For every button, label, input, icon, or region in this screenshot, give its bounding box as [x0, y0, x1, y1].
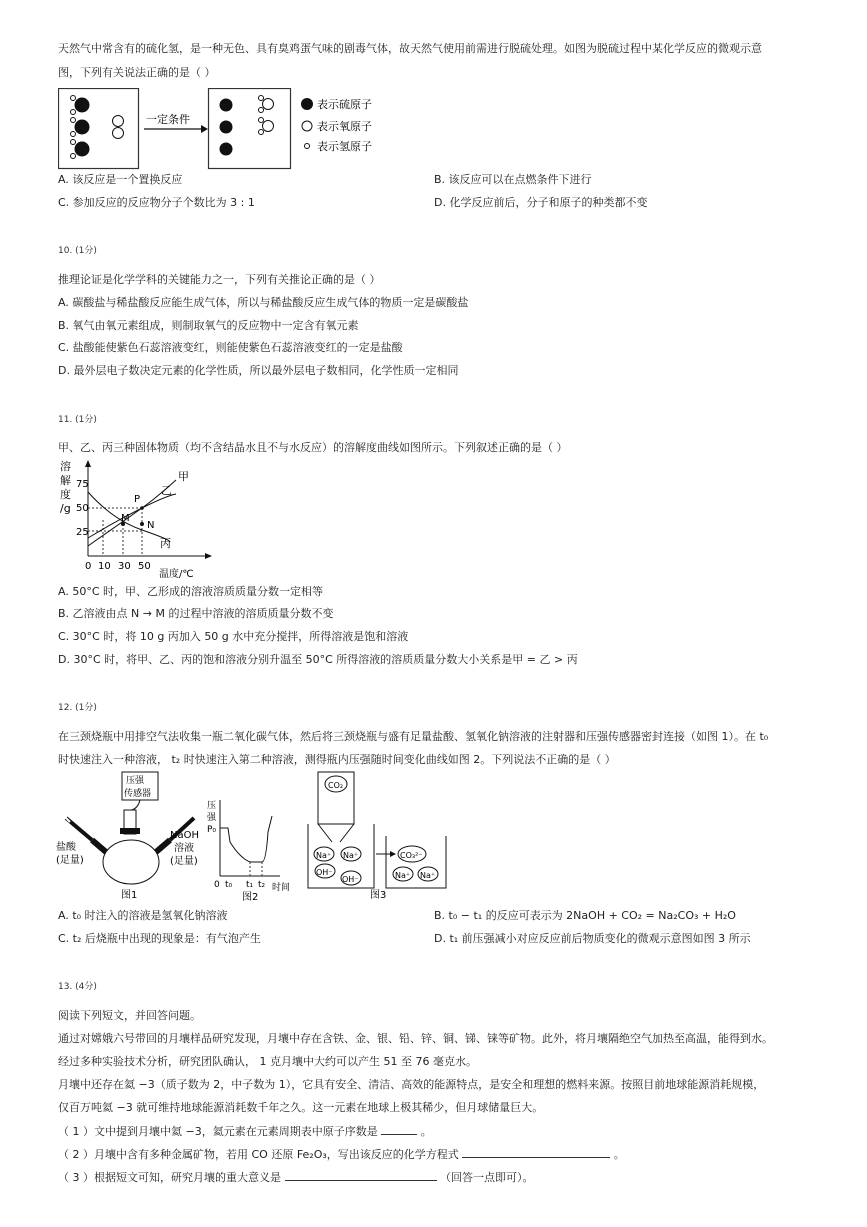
xtick-30: 30 [118, 561, 131, 572]
ion-na-1: Na⁺ [316, 851, 332, 860]
q9-stem-line2: 图，下列有关说法正确的是（ ） [58, 66, 216, 79]
label-jia: 甲 [178, 470, 189, 483]
point-n [140, 522, 144, 526]
q13-sub1-answer-blank[interactable] [381, 1124, 417, 1135]
q13-sub1-end: 。 [420, 1125, 432, 1138]
q10-option-d[interactable]: D. 最外层电子数决定元素的化学性质，所以最外层电子数相同，化学性质一定相同 [58, 364, 459, 377]
q13-line-3: 经过多种实验技术分析，研究团队确认， 1 克月壤中大约可以产生 51 至 76 毫克水。 [58, 1055, 477, 1068]
xtick-0: 0 [85, 561, 92, 572]
left-syringe-label-2: (足量) [56, 855, 84, 866]
fig3-microscopic [304, 770, 454, 902]
point-p [140, 506, 144, 510]
left-syringe-label-1: 盐酸 [56, 842, 76, 853]
right-syringe-label-2: 溶液 [174, 843, 194, 854]
label-yi: 乙 [161, 484, 172, 497]
right-syringe-label-3: (足量) [170, 856, 198, 867]
q13-sub1-text: （ 1 ）文中提到月壤中氦 −3，氦元素在元素周期表中原子序数是 [58, 1125, 378, 1138]
fig2-xlabel: 时间 [272, 883, 291, 893]
legend-oxygen: 表示氧原子 [317, 120, 372, 133]
ytick-50: 50 [76, 503, 89, 514]
ylabel-3: 度 [60, 488, 71, 501]
q13-line-4: 月壤中还存在氦 −3（质子数为 2，中子数为 1），它具有安全、清洁、高效的能源特点，是安全和理想的燃料来源。按照目前地球能源消耗规模， [58, 1078, 765, 1091]
q11-option-d[interactable]: D. 30°C 时，将甲、乙、丙的饱和溶液分别升温至 50°C 所得溶液的溶质质量分数大小关系是甲 = 乙 > 丙 [58, 653, 578, 666]
co2-label: CO₂ [328, 781, 344, 790]
ion-na-4: Na⁺ [420, 871, 436, 880]
q11-option-b[interactable]: B. 乙溶液由点 N → M 的过程中溶液的溶质质量分数不变 [58, 607, 334, 620]
q13-sub2 [58, 1147, 625, 1162]
fig2-ylabel-2: 强 [207, 813, 217, 823]
ytick-75: 75 [76, 479, 89, 490]
fig3-caption: 图3 [370, 890, 387, 901]
q13-sub2-text: （ 2 ）月壤中含有多种金属矿物，若用 CO 还原 Fe₂O₃，写出该反应的化学方程式 [58, 1148, 459, 1161]
q13-sub3 [58, 1170, 534, 1185]
legend-hydrogen: 表示氢原子 [317, 140, 372, 153]
q10-number: 10. (1分) [58, 246, 97, 256]
q13-sub3-answer-blank[interactable] [285, 1170, 437, 1181]
q13-sub2-answer-blank[interactable] [462, 1147, 610, 1158]
q10-option-c[interactable]: C. 盐酸能使紫色石蕊溶液变红，则能使紫色石蕊溶液变红的一定是盐酸 [58, 341, 403, 354]
q13-line-2: 通过对嫦娥六号带回的月壤样品研究发现，月壤中存在含铁、金、银、铅、锌、铜、锑、铼等矿物。此外，将月壤隔绝空气加热至高温，能得到水。 [58, 1032, 773, 1045]
q9-option-c[interactable]: C. 参加反应的反应物分子个数比为 3 : 1 [58, 196, 255, 209]
fig2-xtick-t2: t₂ [258, 880, 266, 890]
q10-stem: 推理论证是化学学科的关键能力之一，下列有关推论正确的是（ ） [58, 273, 381, 286]
xlabel: 温度/℃ [159, 569, 194, 580]
fig2-pressure-curve [206, 796, 302, 904]
q9-option-b[interactable]: B. 该反应可以在点燃条件下进行 [434, 173, 592, 186]
label-bing: 丙 [160, 537, 171, 550]
q12-option-d[interactable]: D. t₁ 前压强减小对应反应前后物质变化的微观示意图如图 3 所示 [434, 932, 751, 945]
q13-line-5: 仅百万吨氦 −3 就可维持地球能源消耗数千年之久。这一元素在地球上极其稀少，但月球储量巨大。 [58, 1101, 544, 1114]
fig2-ylabel-3: P₀ [207, 825, 217, 835]
q13-sub2-end: 。 [613, 1148, 625, 1161]
q9-stem-line1: 天然气中常含有的硫化氢，是一种无色、具有臭鸡蛋气味的剧毒气体，故天然气使用前需进行脱硫处理。如图为脱硫过程中某化学反应的微观示意 [58, 42, 762, 55]
fig2-xtick-t1: t₁ [246, 880, 254, 890]
ion-oh-2: OH⁻ [342, 875, 359, 884]
q9-reaction-diagram [58, 88, 398, 170]
sensor-label-1: 压强 [126, 776, 145, 786]
q13-sub3-end: （回答一点即可）。 [440, 1171, 534, 1184]
hydrogen-atom-icon [305, 144, 310, 149]
q12-option-a[interactable]: A. t₀ 时注入的溶液是氢氧化钠溶液 [58, 909, 228, 922]
q11-option-c[interactable]: C. 30°C 时，将 10 g 丙加入 50 g 水中充分搅拌，所得溶液是饱和溶液 [58, 630, 409, 643]
label-n: N [147, 520, 155, 531]
q9-option-a[interactable]: A. 该反应是一个置换反应 [58, 173, 183, 186]
q12-option-b[interactable]: B. t₀ − t₁ 的反应可表示为 2NaOH + CO₂ = Na₂CO₃ + H₂O [434, 909, 736, 922]
ion-oh-1: OH⁻ [316, 868, 333, 877]
q11-option-a[interactable]: A. 50°C 时，甲、乙形成的溶液溶质质量分数一定相等 [58, 585, 323, 598]
ion-na-3: Na⁺ [395, 871, 411, 880]
q13-sub3-text: （ 3 ）根据短文可知，研究月壤的重大意义是 [58, 1171, 281, 1184]
ylabel-4: /g [60, 502, 71, 515]
fig2-caption: 图2 [242, 892, 259, 903]
q11-number: 11. (1分) [58, 415, 97, 425]
q12-stem-line1: 在三颈烧瓶中用排空气法收集一瓶二氧化碳气体，然后将三颈烧瓶与盛有足量盐酸、氢氧化钠溶液的注射器和压强传感器密封连接（如图 1）。在 t₀ [58, 730, 769, 743]
q13-number: 13. (4分) [58, 982, 97, 992]
q10-option-a[interactable]: A. 碳酸盐与稀盐酸反应能生成气体，所以与稀盐酸反应生成气体的物质一定是碳酸盐 [58, 296, 469, 309]
label-m: M [121, 513, 130, 524]
ion-co3: CO₃²⁻ [400, 851, 423, 860]
ion-na-2: Na⁺ [343, 851, 359, 860]
ytick-25: 25 [76, 527, 89, 538]
q12-option-c[interactable]: C. t₂ 后烧瓶中出现的现象是：有气泡产生 [58, 932, 261, 945]
fig2-ylabel-1: 压 [207, 801, 217, 811]
oxygen-atom-icon [302, 121, 312, 131]
fig2-xtick-t0: t₀ [225, 880, 233, 890]
q11-stem: 甲、乙、丙三种固体物质（均不含结晶水且不与水反应）的溶解度曲线如图所示。下列叙述正确的是（ ） [58, 441, 568, 454]
q12-number: 12. (1分) [58, 703, 97, 713]
q9-option-d[interactable]: D. 化学反应前后，分子和原子的种类都不变 [434, 196, 648, 209]
fig2-xtick-0: 0 [214, 880, 220, 890]
sulfur-atom-icon [301, 98, 313, 110]
q13-sub1 [58, 1124, 432, 1139]
label-p: P [134, 494, 141, 505]
condition-label: 一定条件 [146, 113, 190, 126]
legend-sulfur: 表示硫原子 [317, 98, 372, 111]
fig1-caption: 图1 [121, 890, 138, 901]
right-syringe-label-1: NaOH [170, 830, 199, 841]
sensor-label-2: 传感器 [124, 789, 152, 799]
q13-line-1: 阅读下列短文，并回答问题。 [58, 1009, 201, 1022]
q10-option-b[interactable]: B. 氧气由氧元素组成，则制取氧气的反应物中一定含有氧元素 [58, 319, 359, 332]
ylabel-2: 解 [60, 474, 71, 487]
q12-stem-line2: 时快速注入一种溶液， t₂ 时快速注入第二种溶液，测得瓶内压强随时间变化曲线如图 2。下列说法不正确的是（ ） [58, 753, 616, 766]
xtick-10: 10 [98, 561, 111, 572]
ylabel-1: 溶 [60, 460, 71, 473]
xtick-50: 50 [138, 561, 151, 572]
solubility-graph [58, 458, 218, 580]
fig1-apparatus [56, 770, 206, 902]
